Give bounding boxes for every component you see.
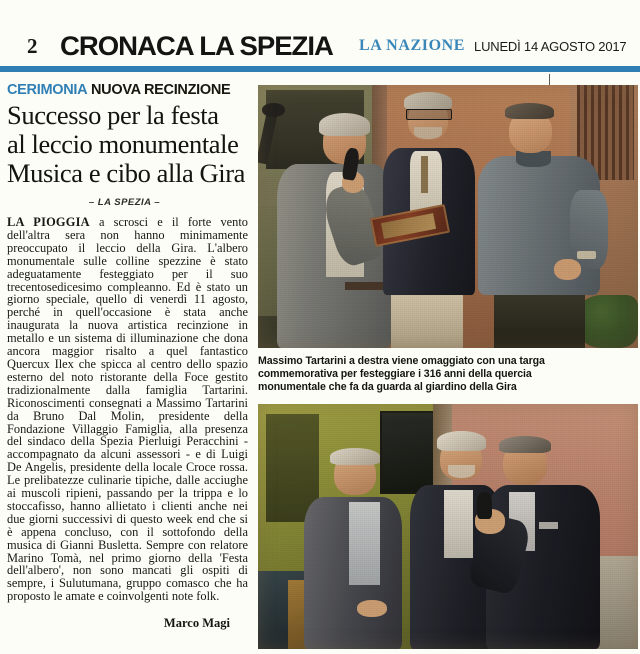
photo-bottom-scene xyxy=(258,404,638,649)
article-lead-word: LA PIOGGIA xyxy=(7,215,90,229)
kicker-highlight: CERIMONIA xyxy=(7,82,88,98)
headline-line-2: al leccio monumentale xyxy=(7,129,239,159)
caption-line-2: commemorativa per festeggiare i 316 anni della quercia xyxy=(258,368,532,381)
masthead-rule xyxy=(0,66,640,72)
article-dateline: – LA SPEZIA – xyxy=(88,197,161,208)
photo-award-ceremony xyxy=(258,85,638,348)
paper-brand: LA NAZIONE xyxy=(359,37,466,54)
article-column xyxy=(7,82,248,631)
caption-line-1: Massimo Tartarini a destra viene omaggiato con una targa xyxy=(258,355,545,367)
article-body xyxy=(7,216,248,603)
article-body-text: a scrosci e il forte vento dell'altra sera non hanno minimamente preoccupato il leccio della Gira. L'albero monumentale sulle colline spezzine è stato adeguatamente festeggiato per il suo trecentosedicesimo compleanno. Ed è stato un giorno speciale, quello di venerdì 11 agosto, perché in quell'occasione è stata anche inaugurata la nuova artistica recinzione in metallo e un sistema di illuminazione che dona ancora maggior risalto a quel fantastico Quercux Ilex che spicca al centro dello spazio esterno del noto ristorante della Foce gestito tradizionalmente dalla famiglia Tartarini. Riconoscimenti consegnati a Massimo Tartarini da Bruno Dal Molin, presidente della Fondazione Villaggio Famiglia, alla presenza del sindaco della Spezia Pierluigi Peracchini - accompagnato da alcuni assessori - e di Luigi De Angelis, presidente della locale Croce rossa. Le prelibatezze culinarie tipiche, dalle acciughe ai muscoli ripieni, passando per la trippa e lo stoccafisso, hanno allietato i clienti anche nei due giorni successivi di questo week end che si è appena concluso, con il sottofondo della musica di Gianni Busletta. Sempre con relatore Marino Tomà, nel primo giorno della 'Festa dell'albero', non sono mancati gli ospiti di sempre, i Sulutumana, gruppo comasco che ha proposto le amate e coinvolgenti note folk. xyxy=(7,215,249,604)
photo-speech-group xyxy=(258,404,638,649)
headline-line-3: Musica e cibo alla Gira xyxy=(7,158,246,188)
article-headline xyxy=(7,101,248,188)
microphone-icon xyxy=(477,492,492,519)
masthead xyxy=(0,30,640,62)
section-title: CRONACA LA SPEZIA xyxy=(59,30,333,61)
caption-line-3: monumentale che fa da guarda al giardino della Gira xyxy=(258,381,517,394)
issue-date: LUNEDÌ 14 AGOSTO 2017 xyxy=(474,38,627,54)
eyeglasses-icon xyxy=(406,109,452,120)
kicker-rest: NUOVA RECINZIONE xyxy=(91,82,231,98)
photo-top-scene xyxy=(258,85,638,348)
article-byline: Marco Magi xyxy=(163,615,230,630)
article-kicker xyxy=(7,82,248,98)
page-number: 2 xyxy=(27,33,38,58)
photo-caption xyxy=(258,355,638,395)
headline-line-1: Successo per la festa xyxy=(7,100,219,130)
